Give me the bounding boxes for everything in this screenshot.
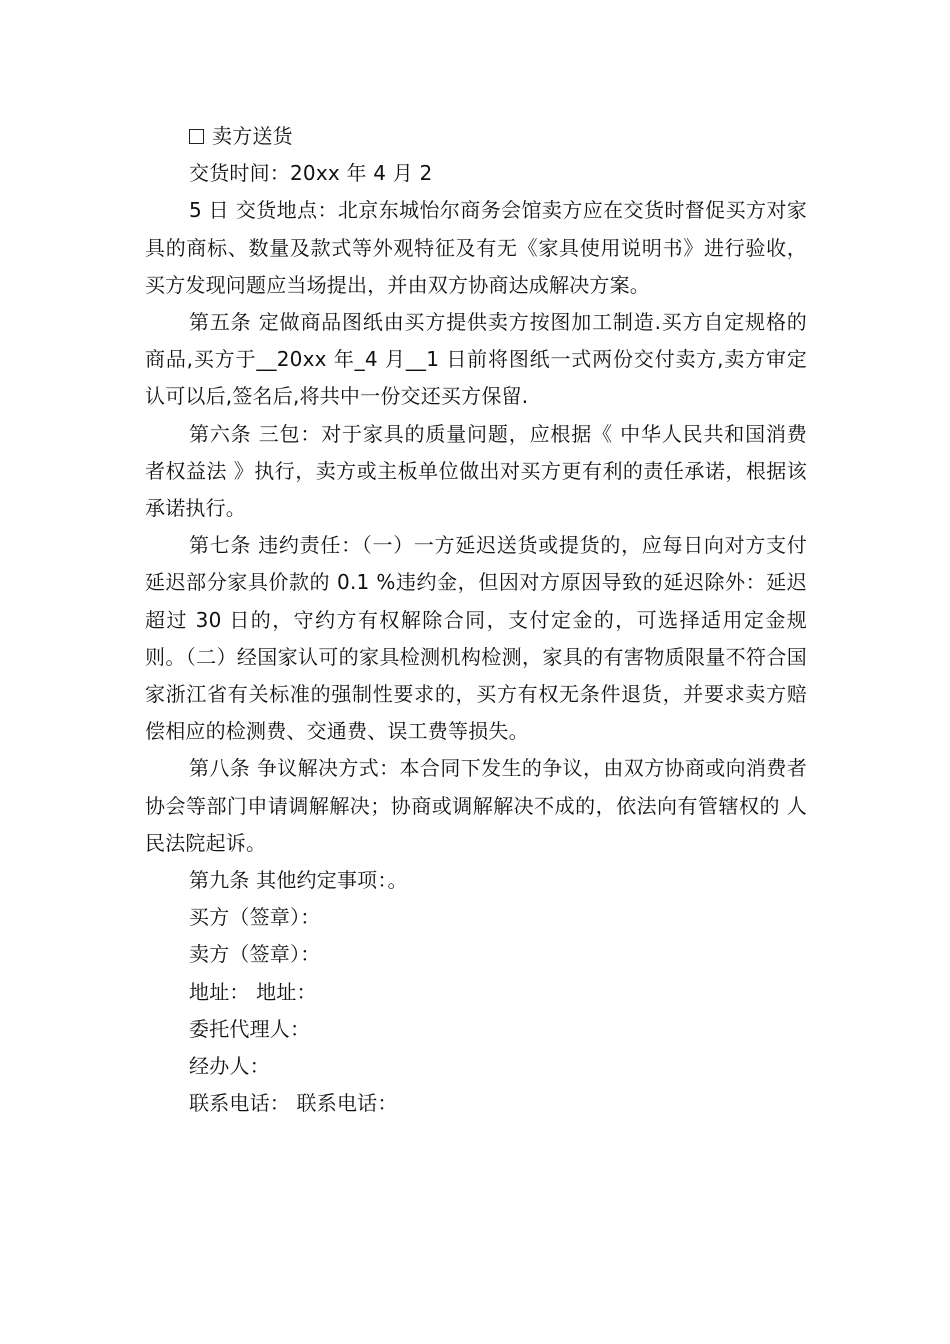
phone-line: 联系电话： 联系电话：: [189, 1091, 398, 1116]
checkbox-icon[interactable]: [189, 129, 204, 144]
address-line: 地址： 地址：: [189, 979, 317, 1004]
buyer-signature-line: 买方（签章）：: [189, 905, 321, 930]
document-body: [145, 118, 807, 1122]
agent-line: 委托代理人：: [189, 1016, 311, 1041]
article-9-line: 第九条 其他约定事项：。: [189, 868, 408, 893]
delivery-option-text: 卖方送货: [212, 124, 293, 148]
delivery-option-line: [145, 118, 807, 155]
seller-signature-line: 卖方（签章）：: [189, 942, 321, 967]
article-6-paragraph: 第六条 三包：对于家具的质量问题，应根据《 中华人民共和国消费者权益法 》执行，卖方或主板单位做出对买方更有利的责任承诺，根据该承诺执行。: [145, 421, 807, 521]
delivery-time-line: 交货时间：20xx 年 4 月 2: [189, 161, 433, 186]
delivery-place-paragraph: 5 日 交货地点：北京东城怡尔商务会馆卖方应在交货时督促买方对家具的商标、数量及款式等外观特征及有无《家具使用说明书》进行验收，买方发现问题应当场提出，并由双方协商达成解决方案。: [145, 198, 807, 297]
article-8-paragraph: 第八条 争议解决方式：本合同下发生的争议，由双方协商或向消费者协会等部门申请调解解决；协商或调解解决不成的，依法向有管辖权的 人民法院起诉。: [145, 756, 807, 855]
article-5-paragraph: 第五条 定做商品图纸由买方提供卖方按图加工制造.买方自定规格的商品,买方于__20xx 年_4 月__1 日前将图纸一式两份交付卖方,卖方审定认可以后,签名后,将共中一份交还买方保留.: [145, 310, 807, 409]
article-7-paragraph: 第七条 违约责任：（一）一方延迟送货或提货的，应每日向对方支付延迟部分家具价款的 0.1 %违约金，但因对方原因导致的延迟除外：延迟超过 30 日的，守约方有权解除合同，支付定金的，可选择适用定金规则。（二）经国家认可的家具检测机构检测，家具的有害物质限量不符合国家浙江省有关标准的强制性要求的，买方有权无条件退货，并要求卖方赔偿相应的检测费、交通费、误工费等损失。: [145, 533, 807, 744]
handler-line: 经办人：: [189, 1054, 270, 1079]
